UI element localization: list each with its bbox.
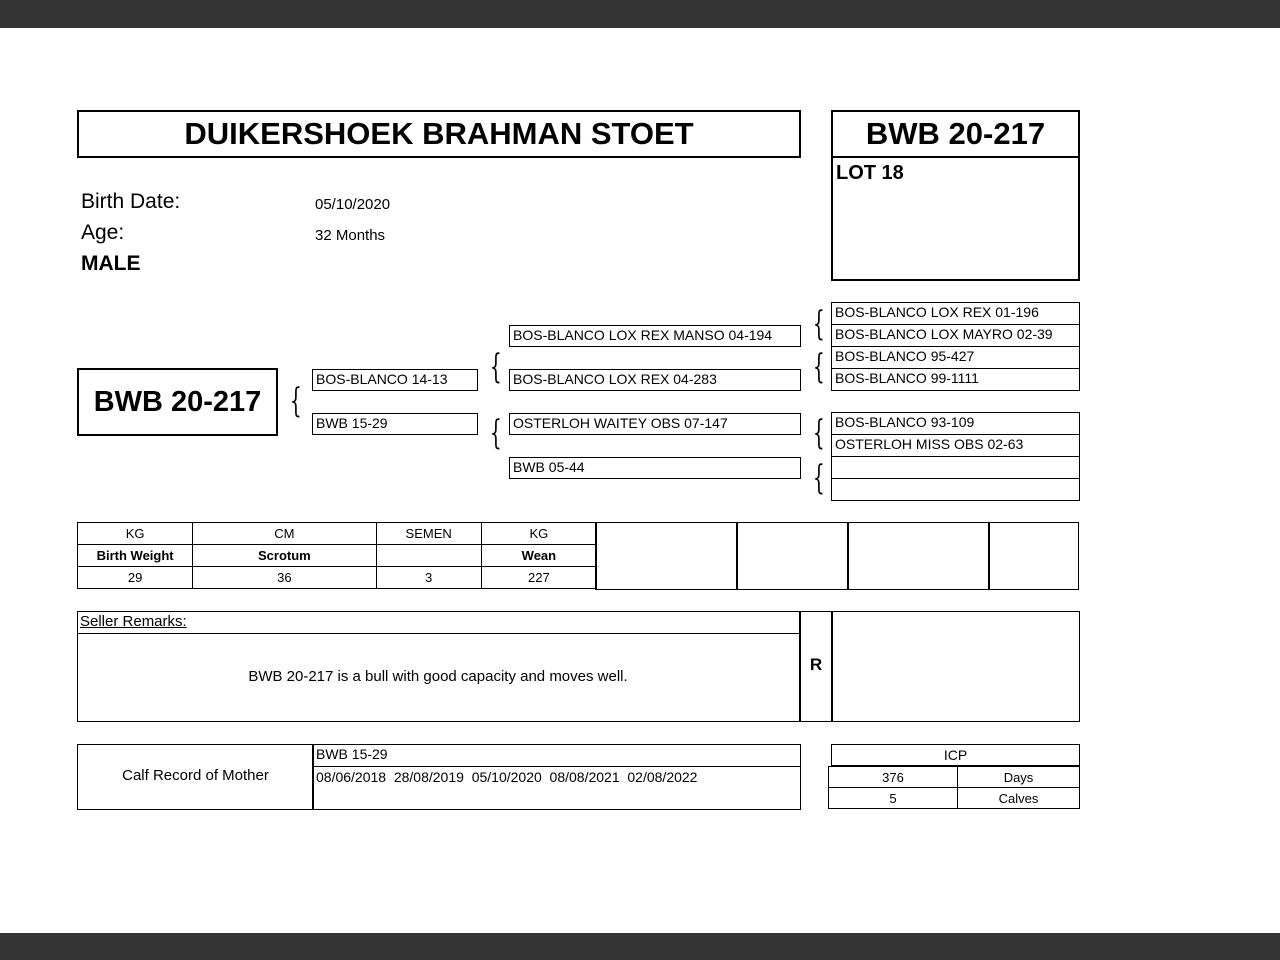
- unit-cell: SEMEN: [376, 523, 481, 545]
- brace-parents: {: [289, 381, 302, 421]
- unit-cell: KG: [481, 523, 596, 545]
- ggp-box-5: BOS-BLANCO 93-109: [831, 412, 1080, 435]
- ggp-box-3: BOS-BLANCO 95-427: [831, 346, 1080, 369]
- value-cell: 3: [376, 567, 481, 589]
- lot-id: BWB 20-217: [865, 116, 1046, 151]
- icp-calves-row: [829, 788, 1080, 809]
- empty-stat-box: [736, 522, 849, 590]
- stats-values-row: [78, 567, 597, 589]
- title-box: [77, 110, 801, 158]
- brace-ggp-4: {: [812, 458, 825, 498]
- brace-ggp-2: {: [812, 347, 825, 387]
- dam-dam-box: BWB 05-44: [509, 457, 801, 479]
- icp-days-value: 376: [829, 767, 958, 788]
- calf-record-dates: 08/06/2018 28/08/2019 05/10/2020 08/08/2021 02/08/2022: [312, 766, 801, 810]
- ggp-box-2: BOS-BLANCO LOX MAYRO 02-39: [831, 324, 1080, 347]
- lot-number: LOT 18: [836, 162, 904, 184]
- sire-dam-box: BOS-BLANCO LOX REX 04-283: [509, 369, 801, 391]
- brace-dam: {: [489, 413, 502, 453]
- r-label: R: [809, 655, 823, 674]
- brace-ggp-1: {: [812, 304, 825, 344]
- lot-id-box: [831, 110, 1080, 158]
- ggp-box-7: [831, 456, 1080, 479]
- calf-record-mother: BWB 15-29: [312, 744, 801, 767]
- unit-cell: CM: [193, 523, 376, 545]
- remarks-side-box: [831, 611, 1080, 722]
- ggp-box-8: [831, 478, 1080, 501]
- bottom-bar: [0, 933, 1280, 960]
- empty-stat-box: [595, 522, 738, 590]
- calf-record-label: Calf Record of Mother: [122, 767, 269, 784]
- value-cell: 29: [78, 567, 193, 589]
- animal-id: BWB 20-217: [93, 386, 262, 418]
- brace-sire: {: [489, 347, 502, 387]
- birth-date-label: Birth Date:: [81, 190, 181, 213]
- label-cell: Scrotum: [193, 545, 376, 567]
- stats-units-row: [78, 523, 597, 545]
- sire-box: BOS-BLANCO 14-13: [312, 369, 478, 391]
- label-cell: [376, 545, 481, 567]
- empty-stat-box: [847, 522, 990, 590]
- stats-table: [77, 522, 597, 589]
- brace-ggp-3: {: [812, 413, 825, 453]
- remarks-box: [77, 611, 801, 722]
- icp-title-box: [831, 744, 1080, 766]
- age-label: Age:: [81, 221, 125, 244]
- icp-days-row: [829, 767, 1080, 788]
- label-cell: Birth Weight: [78, 545, 193, 567]
- lot-number-box: [831, 156, 1080, 281]
- birth-date-value: 05/10/2020: [315, 196, 391, 213]
- icp-calves-label: Calves: [958, 788, 1080, 809]
- age-value: 32 Months: [315, 227, 386, 244]
- icp-title: ICP: [943, 747, 968, 763]
- value-cell: 227: [481, 567, 596, 589]
- remarks-label: Seller Remarks:: [80, 613, 187, 630]
- ggp-box-4: BOS-BLANCO 99-1111: [831, 368, 1080, 391]
- page-title: DUIKERSHOEK BRAHMAN STOET: [184, 116, 694, 151]
- dam-sire-box: OSTERLOH WAITEY OBS 07-147: [509, 413, 801, 435]
- icp-calves-value: 5: [829, 788, 958, 809]
- icp-days-label: Days: [958, 767, 1080, 788]
- ggp-box-6: OSTERLOH MISS OBS 02-63: [831, 434, 1080, 457]
- stats-labels-row: [78, 545, 597, 567]
- top-bar: [0, 0, 1280, 28]
- sex-label: MALE: [81, 252, 141, 275]
- unit-cell: KG: [78, 523, 193, 545]
- sire-sire-box: BOS-BLANCO LOX REX MANSO 04-194: [509, 325, 801, 347]
- value-cell: 36: [193, 567, 376, 589]
- dam-box: BWB 15-29: [312, 413, 478, 435]
- animal-id-box: [77, 368, 278, 436]
- r-box: [799, 611, 833, 722]
- label-cell: Wean: [481, 545, 596, 567]
- calf-record-box: [77, 744, 314, 810]
- ggp-box-1: BOS-BLANCO LOX REX 01-196: [831, 302, 1080, 325]
- icp-table: [828, 766, 1080, 809]
- remarks-divider: [78, 633, 800, 634]
- remarks-text: BWB 20-217 is a bull with good capacity and moves well.: [248, 668, 628, 685]
- empty-stat-box: [988, 522, 1079, 590]
